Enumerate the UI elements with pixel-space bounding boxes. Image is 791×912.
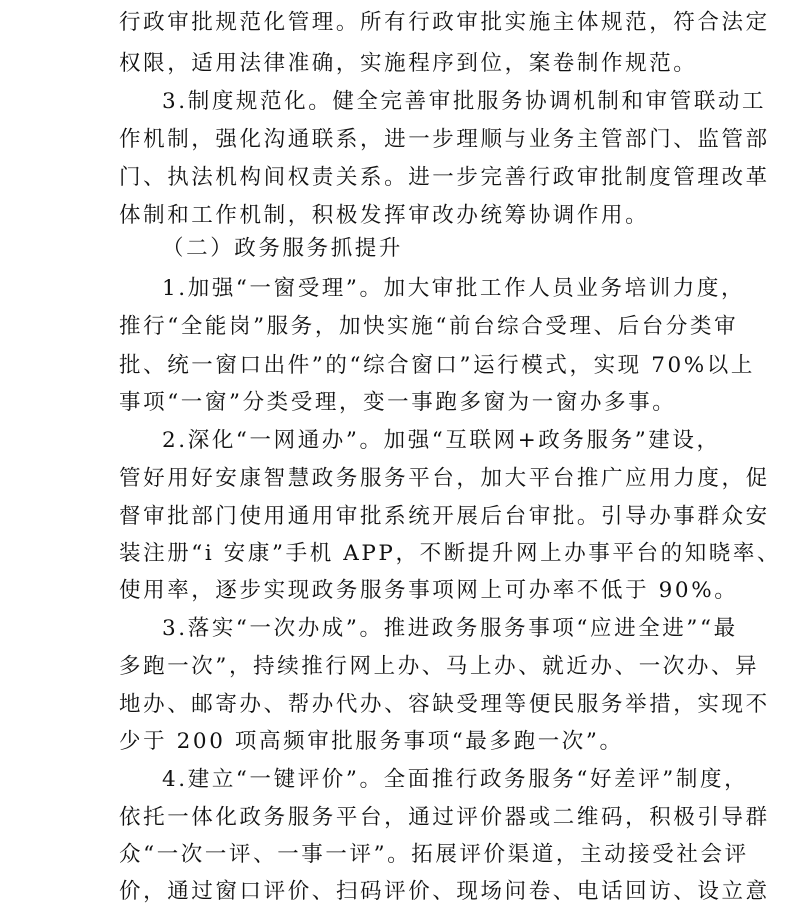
text-line-4: 作机制，强化沟通联系，进一步理顺与业务主管部门、监管部: [119, 127, 770, 152]
paragraph-1-one-window: 1.加强“一窗受理”。加大审批工作人员业务培训力度，: [162, 276, 746, 301]
text-line-23: 众“一次一评、一事一评”。拓展评价渠道，主动接受社会评: [119, 842, 749, 867]
text-line-22: 依托一体化政务服务平台，通过评价器或二维码，积极引导群: [119, 805, 770, 830]
text-line-9: 推行“全能岗”服务，加快实施“前台综合受理、后台分类审: [119, 314, 739, 339]
text-line-14: 督审批部门使用通用审批系统开展后台审批。引导办事群众安: [119, 504, 770, 529]
paragraph-3-institutional-standardization: 3.制度规范化。健全完善审批服务协调机制和审管联动工: [162, 89, 767, 114]
text-line-24: 价，通过窗口评价、扫码评价、现场问卷、电话回访、设立意: [119, 879, 770, 904]
text-line-2: 权限，适用法律准确，实施程序到位，案卷制作规范。: [119, 51, 698, 76]
text-line-6: 体制和工作机制，积极发挥审改办统筹协调作用。: [119, 203, 650, 228]
paragraph-3-one-time-done: 3.落实“一次办成”。推进政务服务事项“应进全进”“最: [162, 616, 738, 641]
text-line-18: 多跑一次”，持续推行网上办、马上办、就近办、一次办、异: [119, 654, 760, 679]
text-line-10: 批、统一窗口出件”的“综合窗口”运行模式，实现 70%以上: [119, 353, 755, 378]
text-line-19: 地办、邮寄办、帮办代办、容缺受理等便民服务举措，实现不: [119, 692, 770, 717]
text-line-1: 行政审批规范化管理。所有行政审批实施主体规范，符合法定: [119, 10, 770, 35]
text-line-13: 管好用好安康智慧政务服务平台，加大平台推广应用力度，促: [119, 466, 770, 491]
text-line-20: 少于 200 项高频审批服务事项“最多跑一次”。: [119, 729, 624, 754]
text-line-15: 装注册“i 安康”手机 APP，不断提升网上办事平台的知晓率、: [119, 541, 782, 566]
text-line-16: 使用率，逐步实现政务服务事项网上可办率不低于 90%。: [119, 578, 739, 603]
section-heading-government-services: （二）政务服务抓提升: [162, 236, 404, 261]
paragraph-4-one-click-evaluation: 4.建立“一键评价”。全面推行政务服务“好差评”制度，: [162, 767, 749, 792]
paragraph-2-one-network: 2.深化“一网通办”。加强“互联网+政务服务”建设，: [162, 428, 721, 453]
text-line-5: 门、执法机构间权责关系。进一步完善行政审批制度管理改革: [119, 165, 770, 190]
text-line-11: 事项“一窗”分类受理，变一事跑多窗为一窗办多事。: [119, 390, 677, 415]
